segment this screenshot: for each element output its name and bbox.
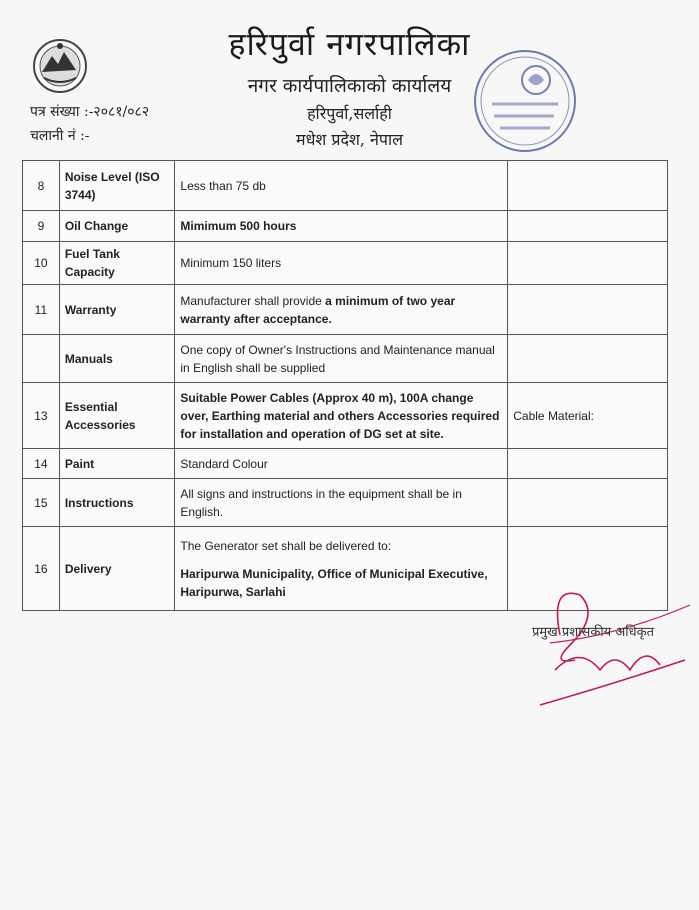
dispatch-number: चलानी नं :- xyxy=(30,128,90,144)
item-description: All signs and instructions in the equipment shall be in English. xyxy=(175,479,508,527)
row-number: 14 xyxy=(23,449,60,479)
row-number: 16 xyxy=(23,527,60,611)
item-name: Manuals xyxy=(59,335,175,383)
letter-number: पत्र संख्या :-२०८१/०८२ xyxy=(30,104,150,120)
specification-table xyxy=(22,160,668,611)
row-number: 10 xyxy=(23,242,60,285)
item-remark xyxy=(508,211,668,242)
item-name: Warranty xyxy=(59,285,175,335)
item-name: Delivery xyxy=(59,527,175,611)
item-remark: Cable Material: xyxy=(508,383,668,449)
table-row xyxy=(23,335,668,383)
row-number xyxy=(23,335,60,383)
item-description xyxy=(175,285,508,335)
table-row xyxy=(23,242,668,285)
item-remark xyxy=(508,335,668,383)
item-description: Less than 75 db xyxy=(175,161,508,211)
item-name: Fuel Tank Capacity xyxy=(59,242,175,285)
table-row xyxy=(23,449,668,479)
table-row xyxy=(23,161,668,211)
item-remark xyxy=(508,449,668,479)
item-description: Suitable Power Cables (Approx 40 m), 100A change over, Earthing material and others Accessories required for installation and operation of DG set at site. xyxy=(175,383,508,449)
description-emphasis: Haripurwa Municipality, Office of Municipal Executive, Haripurwa, Sarlahi xyxy=(180,566,488,599)
signatory-title: प्रमुख प्रशासकीय अधिकृत xyxy=(532,625,655,640)
description-text: Manufacturer shall provide xyxy=(180,293,326,308)
item-remark xyxy=(508,242,668,285)
item-name: Instructions xyxy=(59,479,175,527)
row-number: 15 xyxy=(23,479,60,527)
description-text: The Generator set shall be delivered to: xyxy=(180,538,392,553)
office-province: मधेश प्रदेश, नेपाल xyxy=(296,130,403,149)
item-name: Paint xyxy=(59,449,175,479)
item-remark xyxy=(508,161,668,211)
item-name: Oil Change xyxy=(59,211,175,242)
table-row xyxy=(23,383,668,449)
item-name: Noise Level (ISO 3744) xyxy=(59,161,175,211)
signature-mark xyxy=(520,575,695,725)
table-row xyxy=(23,285,668,335)
row-number: 11 xyxy=(23,285,60,335)
office-place: हरिपुर्वा,सर्लाही xyxy=(307,104,392,123)
official-stamp xyxy=(470,46,580,156)
item-remark xyxy=(508,285,668,335)
item-name: Essential Accessories xyxy=(59,383,175,449)
row-number: 9 xyxy=(23,211,60,242)
office-name: नगर कार्यपालिकाको कार्यालय xyxy=(247,75,452,97)
row-number: 13 xyxy=(23,383,60,449)
item-description: One copy of Owner's Instructions and Maintenance manual in English shall be supplied xyxy=(175,335,508,383)
row-number: 8 xyxy=(23,161,60,211)
table-row xyxy=(23,211,668,242)
description-emphasis: a minimum of two year warranty after acceptance. xyxy=(180,293,456,326)
item-description xyxy=(175,527,508,611)
item-description: Standard Colour xyxy=(175,449,508,479)
item-description: Minimum 150 liters xyxy=(175,242,508,285)
table-row xyxy=(23,479,668,527)
item-remark xyxy=(508,479,668,527)
municipality-title: हरिपुर्वा नगरपालिका xyxy=(228,25,471,63)
item-description: Mimimum 500 hours xyxy=(175,211,508,242)
